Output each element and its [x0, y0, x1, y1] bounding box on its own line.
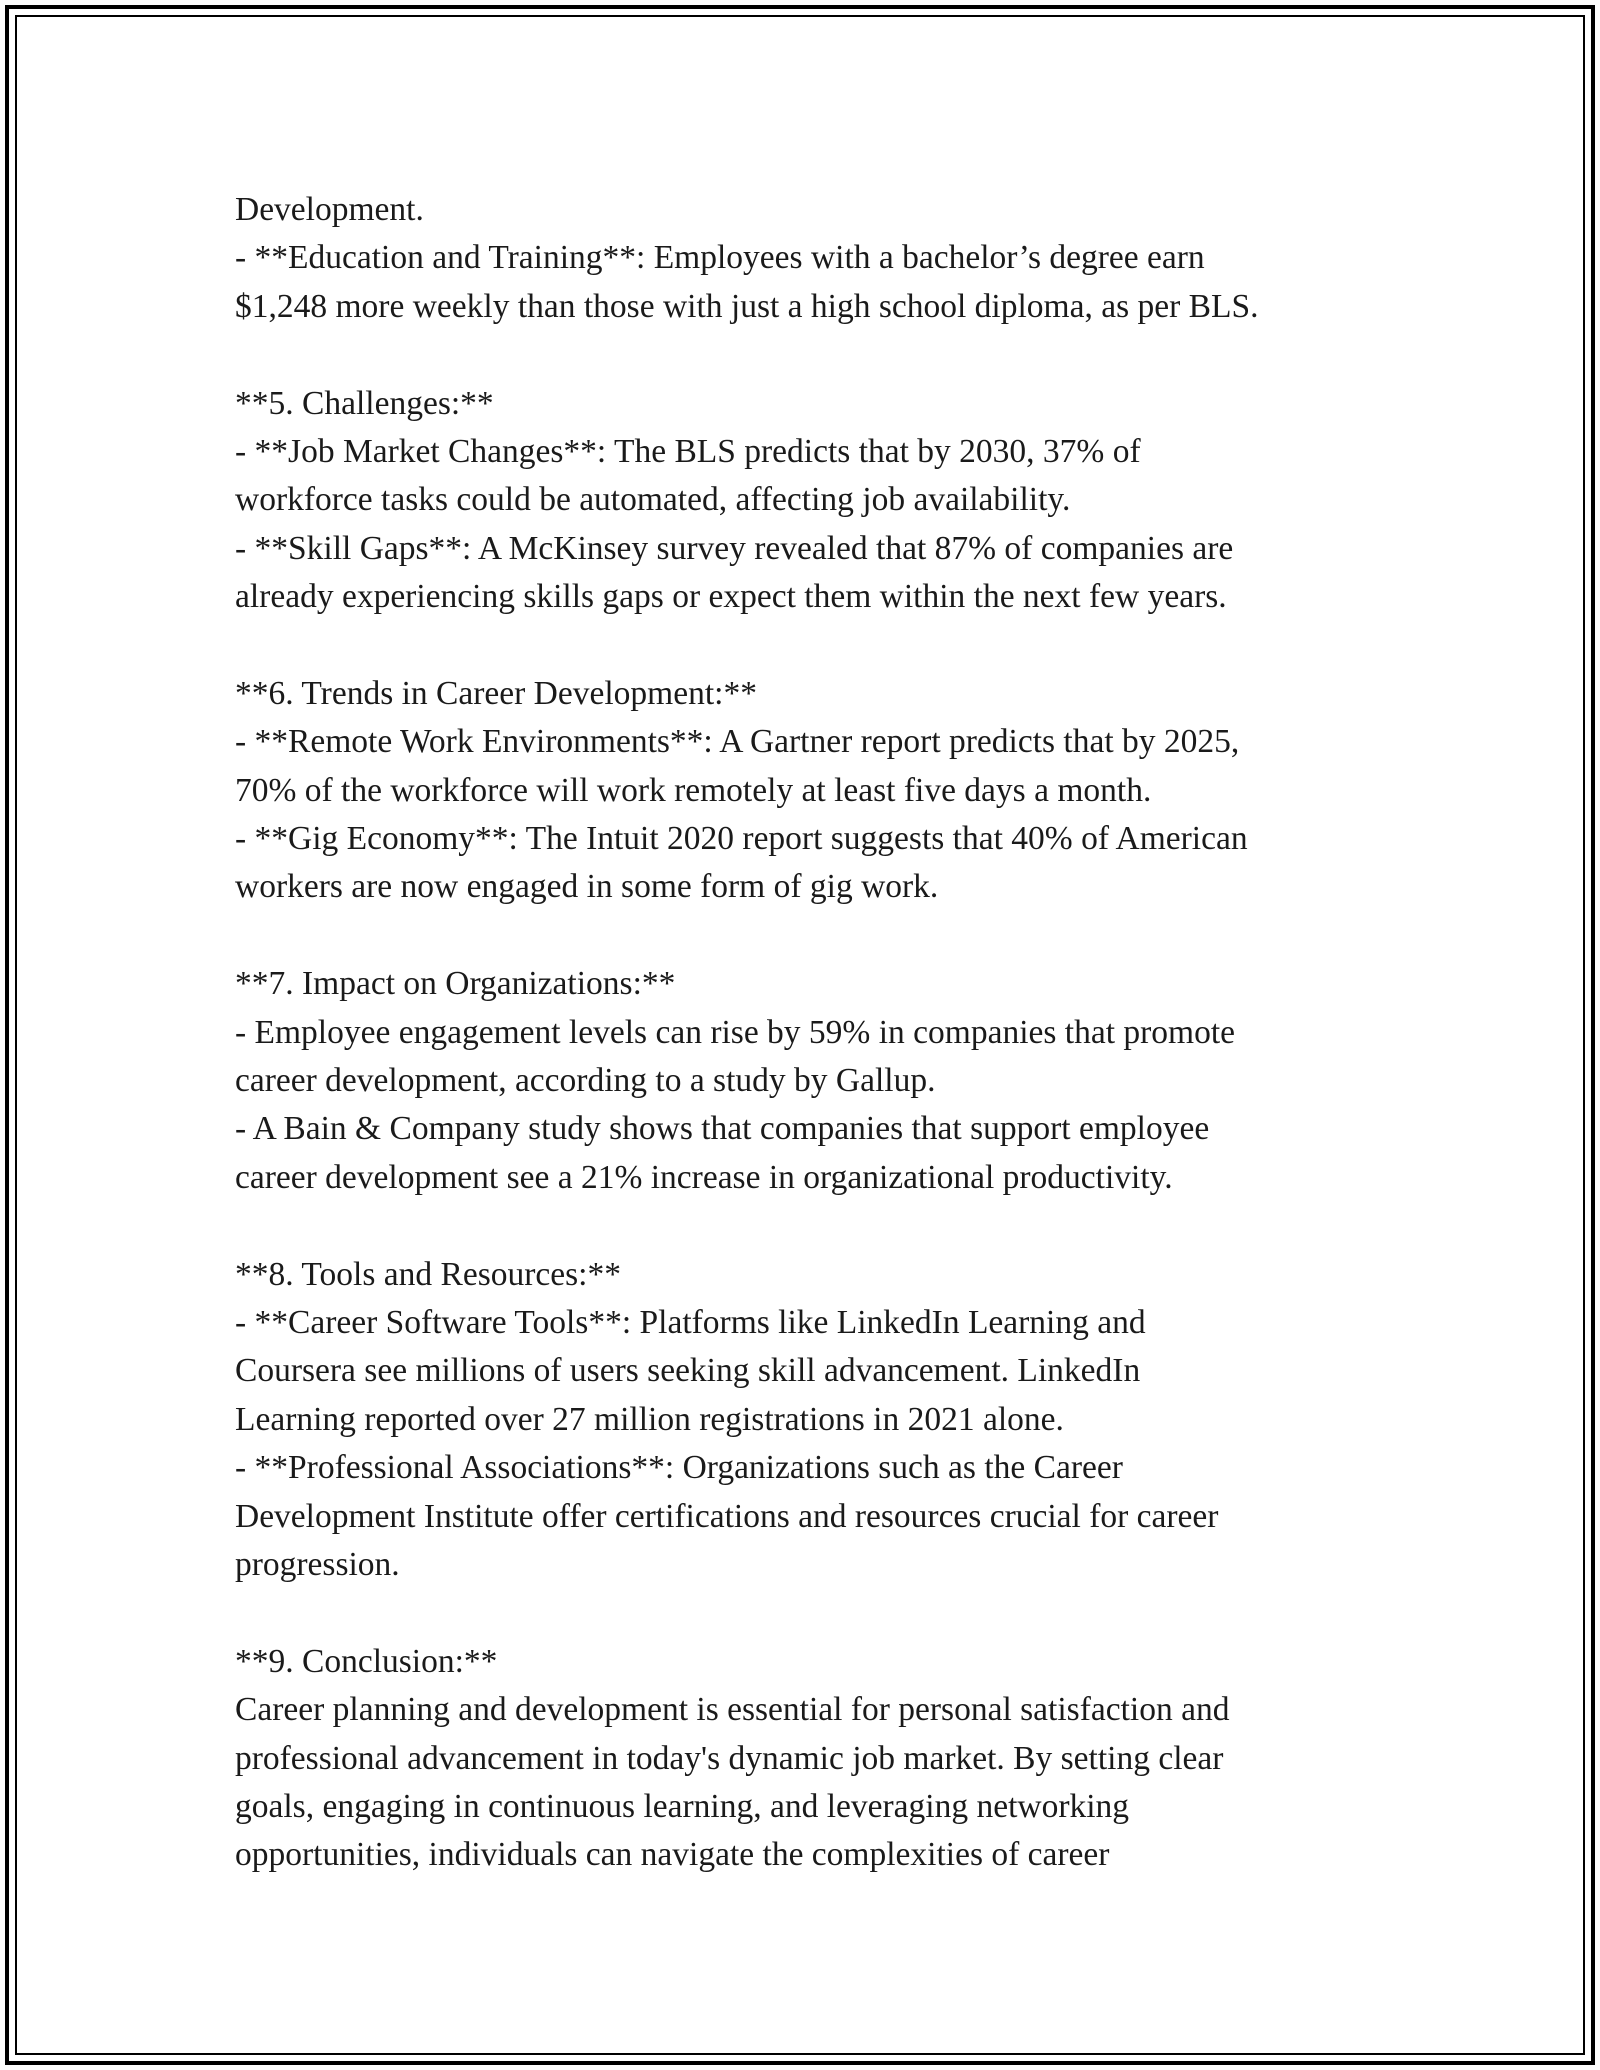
blank-line [235, 912, 1385, 960]
blank-line [235, 1589, 1385, 1637]
text-line: Development. [235, 191, 424, 228]
text-line: - **Skill Gaps**: A McKinsey survey revealed that 87% of companies are [235, 529, 1234, 567]
text-line: workforce tasks could be automated, affecting job availability. [235, 481, 1071, 519]
text-line: - **Gig Economy**: The Intuit 2020 report suggests that 40% of American [235, 820, 1248, 858]
blank-line [235, 622, 1385, 670]
text-line: - **Education and Training**: Employees with a bachelor’s degree earn [235, 239, 1205, 277]
blank-line [235, 1202, 1385, 1250]
text-line: - A Bain & Company study shows that companies that support employee [235, 1110, 1210, 1148]
text-line: progression. [235, 1545, 400, 1583]
text-line: - Employee engagement levels can rise by 59% in companies that promote [235, 1013, 1236, 1051]
text-line: - **Professional Associations**: Organizations such as the Career [235, 1449, 1123, 1487]
section-heading: **5. Challenges:** [235, 384, 494, 422]
text-line: 70% of the workforce will work remotely at least five days a month. [235, 771, 1152, 809]
text-line: already experiencing skills gaps or expect them within the next few years. [235, 578, 1227, 616]
text-line: Learning reported over 27 million registrations in 2021 alone. [235, 1400, 1064, 1438]
document-body [235, 186, 1385, 1880]
text-line: - **Job Market Changes**: The BLS predicts that by 2030, 37% of [235, 432, 1141, 470]
text-line: workers are now engaged in some form of gig work. [235, 868, 939, 906]
text-line: opportunities, individuals can navigate the complexities of career [235, 1836, 1110, 1874]
text-line: - **Remote Work Environments**: A Gartner report predicts that by 2025, [235, 723, 1240, 761]
text-line: career development, according to a study by Gallup. [235, 1062, 936, 1100]
text-line: $1,248 more weekly than those with just a high school diploma, as per BLS. [235, 287, 1259, 325]
section-heading: **6. Trends in Career Development:** [235, 674, 757, 712]
text-line: Career planning and development is essential for personal satisfaction and [235, 1691, 1230, 1729]
text-line: Development Institute offer certifications and resources crucial for career [235, 1497, 1219, 1535]
section-heading: **9. Conclusion:** [235, 1642, 498, 1680]
text-line: professional advancement in today's dynamic job market. By setting clear [235, 1739, 1224, 1777]
text-line: career development see a 21% increase in organizational productivity. [235, 1158, 1173, 1196]
text-line: goals, engaging in continuous learning, and leveraging networking [235, 1787, 1130, 1825]
blank-line [235, 331, 1385, 379]
section-heading: **7. Impact on Organizations:** [235, 965, 676, 1003]
text-line: Coursera see millions of users seeking skill advancement. LinkedIn [235, 1352, 1141, 1390]
section-heading: **8. Tools and Resources:** [235, 1255, 621, 1293]
text-line: - **Career Software Tools**: Platforms like LinkedIn Learning and [235, 1303, 1146, 1341]
